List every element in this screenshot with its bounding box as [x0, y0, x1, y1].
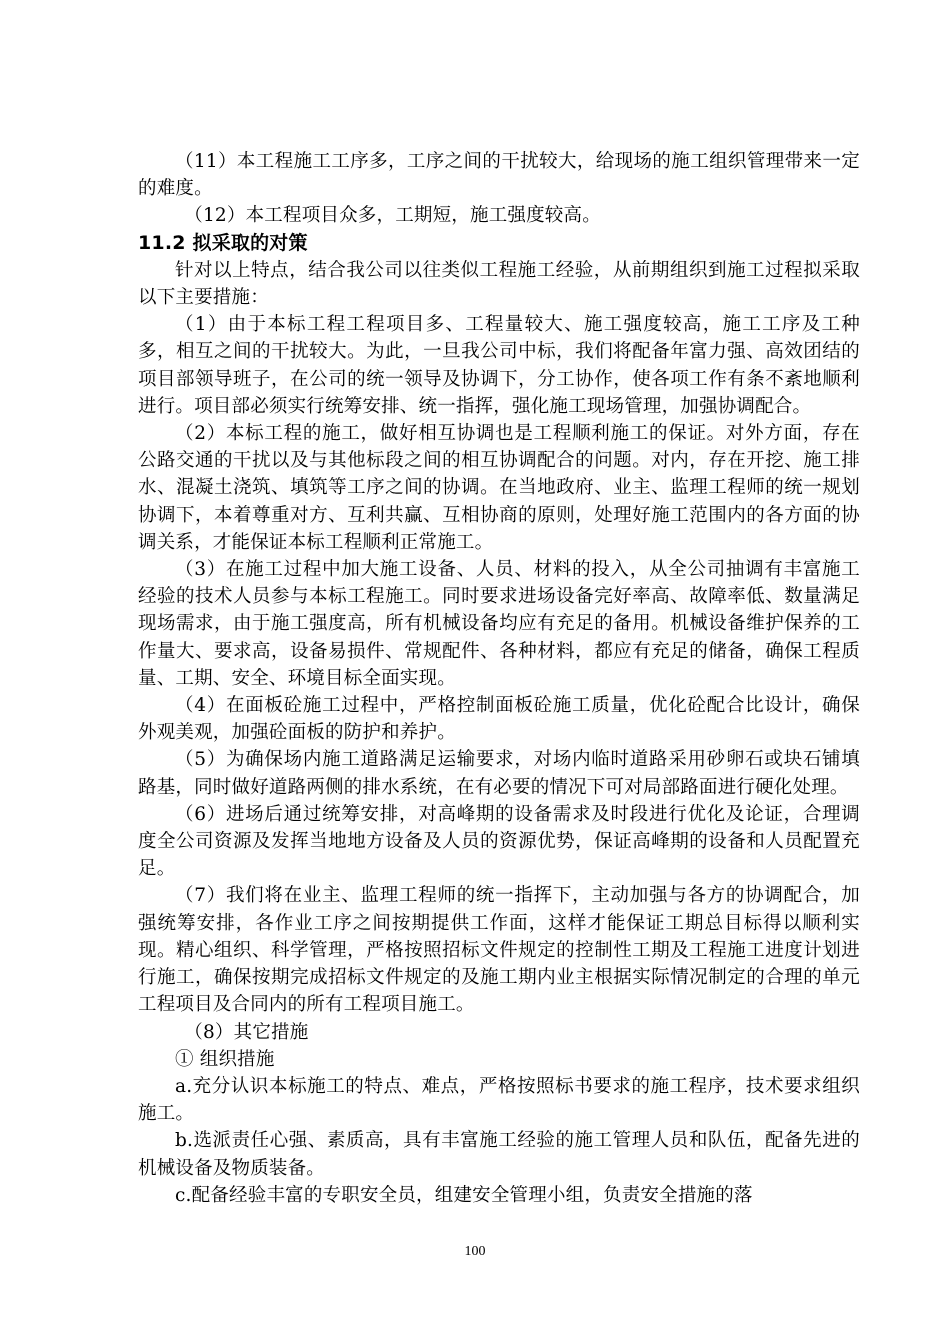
paragraph-measure-3: （3）在施工过程中加大施工设备、人员、材料的投入，从全公司抽调有丰富施工经验的技术人员参与本标工程施工。同时要求进场设备完好率高、故障率低、数量满足现场需求，由于施工强度高，所有机械设备均应有充足的备用。机械设备维护保养的工作量大、要求高，设备易损件、常规配件、各种材料，都应有充足的储备，确保工程质量、工期、安全、环境目标全面实现。: [138, 559, 860, 689]
paragraph-measure-2: （2）本标工程的施工，做好相互协调也是工程顺利施工的保证。对外方面，存在公路交通的干扰以及与其他标段之间的相互协调配合的问题。对内，存在开挖、施工排水、混凝土浇筑、填筑等工序之间的协调。在当地政府、业主、监理工程师的统一规划协调下，本着尊重对方、互利共赢、互相协商的原则，处理好施工范围内的各方面的协调关系，才能保证本标工程顺利正常施工。: [138, 423, 860, 553]
page-number: 100: [464, 1244, 486, 1259]
paragraph-11: （11）本工程施工工序多，工序之间的干扰较大，给现场的施工组织管理带来一定的难度。: [138, 151, 860, 200]
paragraph-12: （12）本工程项目众多，工期短，施工强度较高。: [184, 205, 601, 227]
paragraph-measure-5: （5）为确保场内施工道路满足运输要求，对场内临时道路采用砂卵石或块石铺填路基，同时做好道路两侧的排水系统，在有必要的情况下可对局部路面进行硬化处理。: [138, 749, 860, 798]
paragraph-item-c: c.配备经验丰富的专职安全员，组建安全管理小组，负责安全措施的落: [175, 1184, 753, 1206]
paragraph-item-b: b.选派责任心强、素质高，具有丰富施工经验的施工管理人员和队伍，配备先进的机械设备及物质装备。: [138, 1130, 860, 1179]
paragraph-intro: 针对以上特点，结合我公司以往类似工程施工经验，从前期组织到施工过程拟采取以下主要措施：: [138, 259, 860, 309]
paragraph-measure-8: （8）其它措施: [184, 1021, 309, 1043]
paragraph-measure-4: （4）在面板砼施工过程中，严格控制面板砼施工质量，优化砼配合比设计，确保外观美观，加强砼面板的防护和养护。: [138, 695, 860, 744]
paragraph-organization: ① 组织措施: [175, 1048, 275, 1070]
section-heading: 11.2 拟采取的对策: [138, 231, 308, 254]
paragraph-measure-1: （1）由于本标工程工程项目多、工程量较大、施工强度较高，施工工序及工种多，相互之间的干扰较大。为此，一旦我公司中标，我们将配备年富力强、高效团结的项目部领导班子，在公司的统一领导及协调下，分工协作，使各项工作有条不紊地顺利进行。项目部必须实行统筹安排、统一指挥，强化施工现场管理，加强协调配合。: [138, 314, 860, 417]
paragraph-item-a: a.充分认识本标施工的特点、难点，严格按照标书要求的施工程序，技术要求组织施工。: [138, 1075, 860, 1125]
paragraph-measure-7: （7）我们将在业主、监理工程师的统一指挥下，主动加强与各方的协调配合，加强统筹安排，各作业工序之间按期提供工作面，这样才能保证工期总目标得以顺利实现。精心组织、科学管理，严格按照招标文件规定的控制性工期及工程施工进度计划进行施工，确保按期完成招标文件规定的及施工期内业主根据实际情况制定的合理的单元工程项目及合同内的所有工程项目施工。: [138, 885, 860, 1016]
paragraph-measure-6: （6）进场后通过统筹安排，对高峰期的设备需求及时段进行优化及论证，合理调度全公司资源及发挥当地地方设备及人员的资源优势，保证高峰期的设备和人员配置充足。: [138, 803, 860, 880]
document-body: [138, 148, 860, 1209]
